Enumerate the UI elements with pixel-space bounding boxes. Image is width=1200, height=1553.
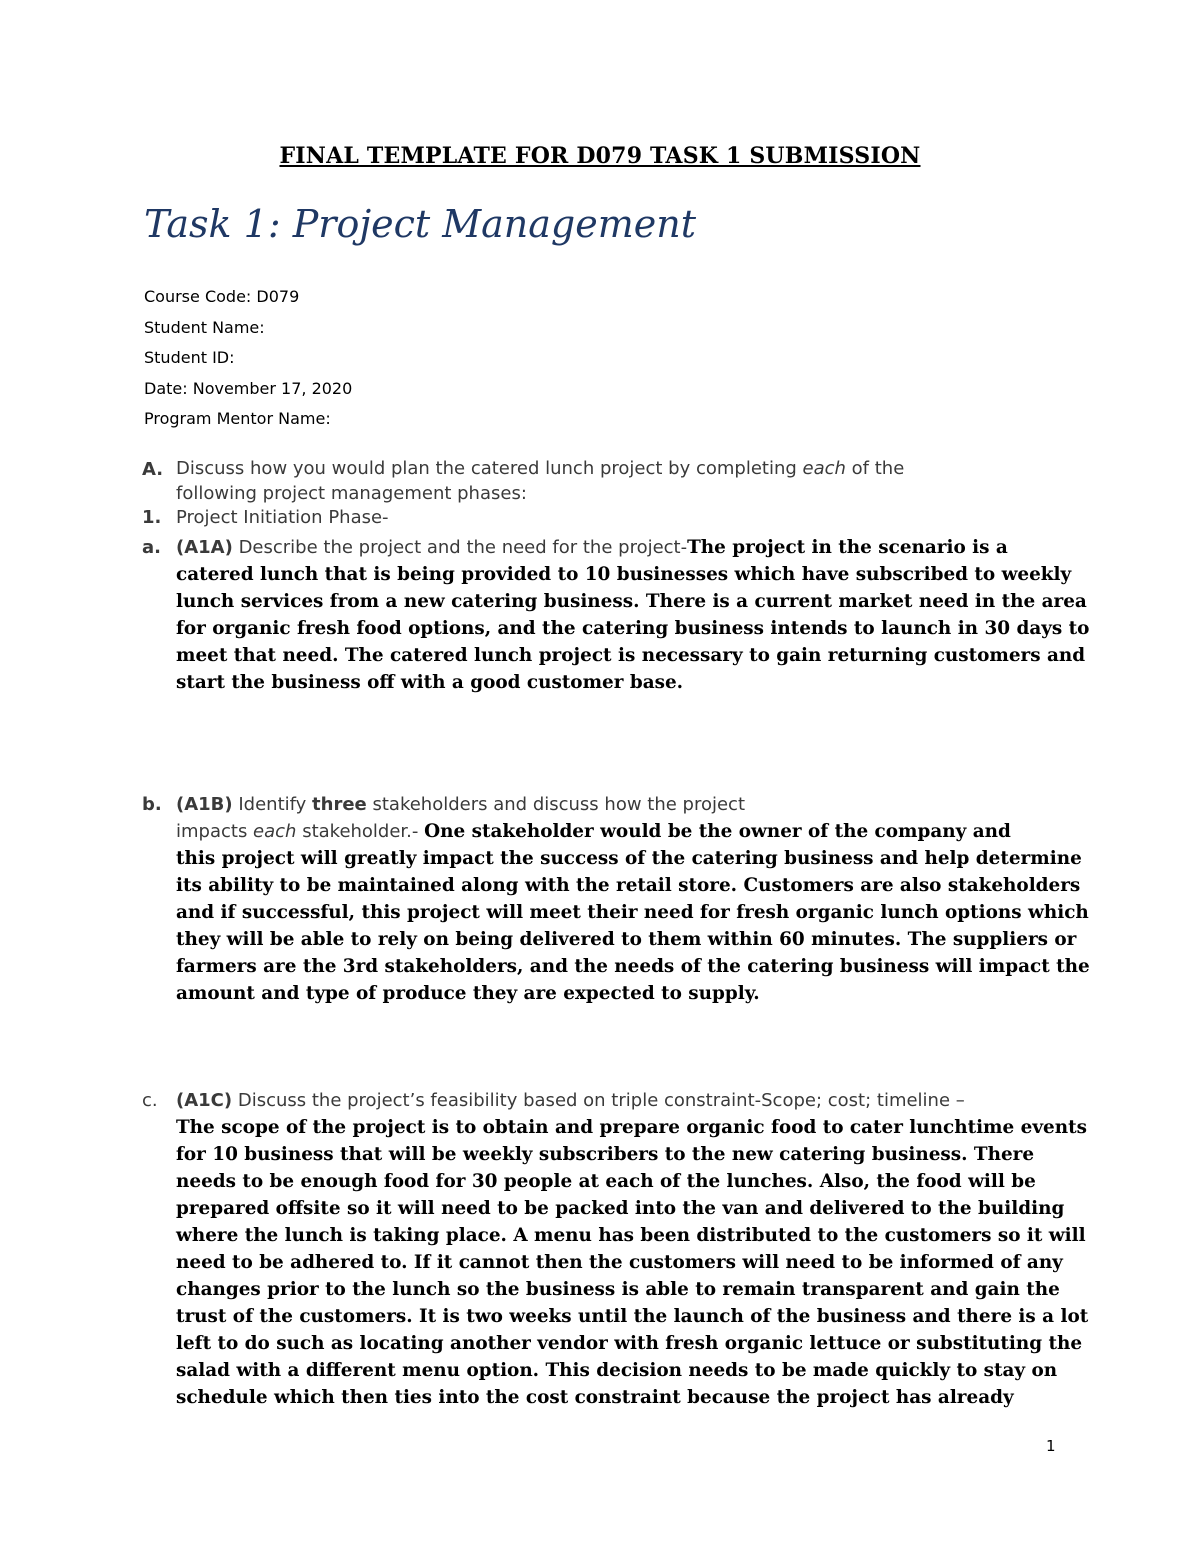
item-c-answer-line: for 10 business that will be weekly subscribers to the new catering business. There <box>176 1144 1035 1165</box>
item-c-block <box>176 1087 1089 1411</box>
section-a-text: Discuss how you would plan the catered lunch project by completing <box>176 458 803 479</box>
phase-1-title: Project Initiation Phase- <box>176 507 389 528</box>
item-b-answer-line: and if successful, this project will meet their need for fresh organic lunch options which <box>176 902 1089 923</box>
item-b-question-bold: three <box>312 794 367 815</box>
section-a-text-end: of the <box>845 458 905 479</box>
item-c-answer-line: left to do such as locating another vendor with fresh organic lettuce or substituting the <box>176 1333 1083 1354</box>
program-mentor-name: Program Mentor Name: <box>144 409 331 428</box>
item-a-answer-line: lunch services from a new catering business. There is a current market need in the area <box>176 591 1087 612</box>
item-b-question-line2: impacts <box>176 821 254 842</box>
item-c-answer-line: changes prior to the lunch so the business is able to remain transparent and gain the <box>176 1279 1060 1300</box>
item-b-answer-line: they will be able to rely on being delivered to them within 60 minutes. The suppliers or <box>176 929 1077 950</box>
page-number: 1 <box>1046 1437 1056 1455</box>
item-c-answer-line: The scope of the project is to obtain and prepare organic food to cater lunchtime events <box>176 1117 1087 1138</box>
section-a-text-line2: following project management phases: <box>176 483 527 504</box>
item-c-answer-line: prepared offsite so it will need to be packed into the van and delivered to the building <box>176 1198 1065 1219</box>
item-c-answer-line: need to be adhered to. If it cannot then the customers will need to be informed of any <box>176 1252 1063 1273</box>
task-heading: Task 1: Project Management <box>144 202 697 246</box>
item-c-question: Discuss the project’s feasibility based on triple constraint-Scope; cost; timeline – <box>232 1090 965 1111</box>
section-a-emphasis: each <box>802 458 846 479</box>
item-b-answer-line: its ability to be maintained along with the retail store. Customers are also stakeholders <box>176 875 1081 896</box>
item-c-answer-line: schedule which then ties into the cost constraint because the project has already <box>176 1387 1014 1408</box>
item-c-answer-line: salad with a different menu option. This decision needs to be made quickly to stay on <box>176 1360 1058 1381</box>
item-b-question-end: stakeholder.- <box>296 821 425 842</box>
item-b-answer-line: amount and type of produce they are expected to supply. <box>176 983 760 1004</box>
submission-date: Date: November 17, 2020 <box>144 378 353 398</box>
item-b-answer-first: One stakeholder would be the owner of the company and <box>424 821 1011 842</box>
item-a-answer-line: catered lunch that is being provided to 10 businesses which have subscribed to weekly <box>176 564 1072 585</box>
item-b-question: Identify <box>232 794 313 815</box>
item-c-code: (A1C) <box>176 1090 233 1111</box>
item-b-question-cont: stakeholders and discuss how the project <box>366 794 746 815</box>
item-a-answer-first: The project in the scenario is a <box>687 537 1008 558</box>
item-c-answer-line: where the lunch is taking place. A menu has been distributed to the customers so it will <box>176 1225 1086 1246</box>
student-name: Student Name: <box>144 317 265 337</box>
student-info <box>144 286 352 439</box>
section-a-prompt <box>176 456 1076 506</box>
item-b-question-emphasis: each <box>253 821 297 842</box>
item-a-block <box>176 534 1090 696</box>
course-code: Course Code: D079 <box>144 287 300 306</box>
item-b-answer-line: this project will greatly impact the success of the catering business and help determine <box>176 848 1082 869</box>
phase-1-marker: 1. <box>142 507 162 528</box>
item-a-question: Describe the project and the need for the project- <box>232 537 688 558</box>
item-b-block <box>176 791 1090 1007</box>
document-title: FINAL TEMPLATE FOR D079 TASK 1 SUBMISSION <box>279 143 921 169</box>
item-a-marker: a. <box>142 537 161 558</box>
item-b-marker: b. <box>142 794 162 815</box>
item-a-answer-line: start the business off with a good customer base. <box>176 672 684 693</box>
item-a-answer-line: for organic fresh food options, and the catering business intends to launch in 30 days to <box>176 618 1090 639</box>
item-c-answer-line: trust of the customers. It is two weeks until the launch of the business and there is a lot <box>176 1306 1089 1327</box>
item-b-code: (A1B) <box>176 794 233 815</box>
section-a-marker: A. <box>142 459 164 480</box>
student-id: Student ID: <box>144 348 235 367</box>
item-a-code: (A1A) <box>176 537 233 558</box>
item-a-answer-line: meet that need. The catered lunch project is necessary to gain returning customers and <box>176 645 1086 666</box>
item-c-marker: c. <box>142 1090 158 1111</box>
item-b-answer-line: farmers are the 3rd stakeholders, and the needs of the catering business will impact the <box>176 956 1090 977</box>
item-c-answer-line: needs to be enough food for 30 people at each of the lunches. Also, the food will be <box>176 1171 1036 1192</box>
